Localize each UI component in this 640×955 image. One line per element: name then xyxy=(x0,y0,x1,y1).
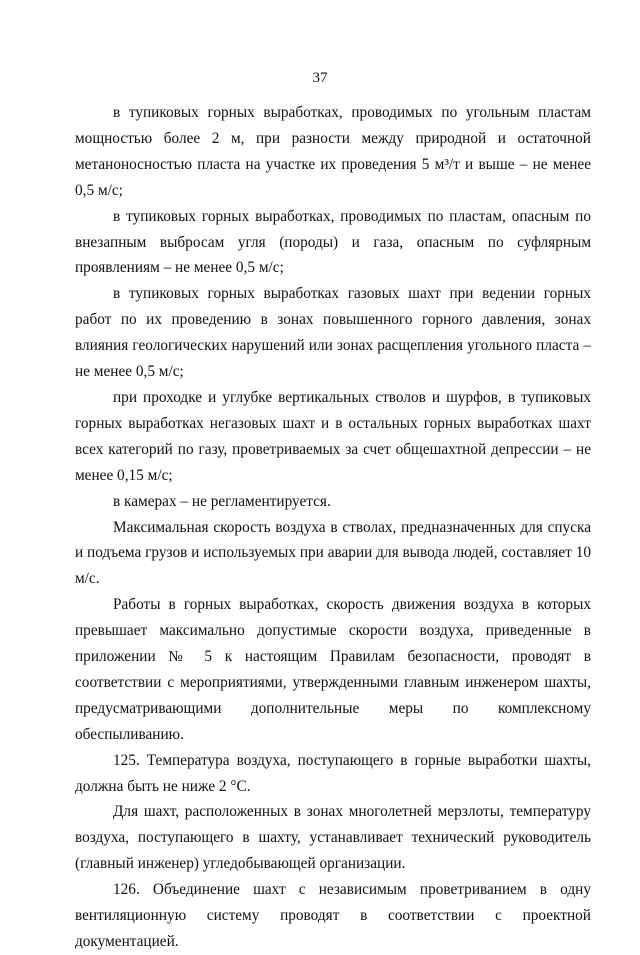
paragraph-max-air-speed: Максимальная скорость воздуха в стволах, предназначенных для спуска и подъема грузов и используемых при аварии для вывода людей, составляет 10 м/с. xyxy=(75,518,591,588)
page-number: 37 xyxy=(312,70,328,86)
paragraph-125-air-temperature: 125. Температура воздуха, поступающего в горные выработки шахты, должна быть не ниже 2 °С. xyxy=(75,751,591,795)
paragraph-chambers: в камерах – не регламентируется. xyxy=(113,492,331,510)
paragraph-outburst-hazard: в тупиковых горных выработках, проводимых по пластам, опасным по внезапным выбросам угля (породы) и газа, опасным по суфлярным проявлениям – не менее 0,5 м/с; xyxy=(75,207,591,277)
paragraph-gas-mines-pressure-zones: в тупиковых горных выработках газовых шахт при ведении горных работ по их проведению в зонах повышенного горного давления, зонах влияния геологических нарушений или зонах расщепления угольного пласта – не менее 0,5 м/с; xyxy=(75,285,591,381)
paragraph-dust-control-works: Работы в горных выработках, скорость движения воздуха в которых превышает максимально допустимые скорости воздуха, приведенные в приложении № 5 к настоящим Правилам безопасности, проводят в соответствии с мероприятиями, утвержденными главным инженером шахты, предусматривающими дополнительные меры по комплексному обеспыливанию. xyxy=(75,596,591,743)
paragraph-permafrost: Для шахт, расположенных в зонах многолетней мерзлоты, температуру воздуха, поступающего в шахту, устанавливает технический руководитель (главный инженер) угледобывающей организации. xyxy=(75,803,591,873)
paragraph-126-ventilation-merge: 126. Объединение шахт с независимым проветриванием в одну вентиляционную систему проводят в соответствии с проектной документацией. xyxy=(75,881,591,950)
paragraph-coal-seam-dead-end: в тупиковых горных выработках, проводимых по угольным пластам мощностью более 2 м, при разности между природной и остаточной метаноносностью пласта на участке их проведения 5 м³/т и выше – не менее 0,5 м/с; xyxy=(75,104,591,199)
paragraph-vertical-shafts: при проходке и углубке вертикальных стволов и шурфов, в тупиковых горных выработках негазовых шахт и в остальных горных выработках шахт всех категорий по газу, проветриваемых за счет общешахтной депрессии – не менее 0,15 м/с; xyxy=(75,388,591,484)
document-body xyxy=(75,100,591,955)
